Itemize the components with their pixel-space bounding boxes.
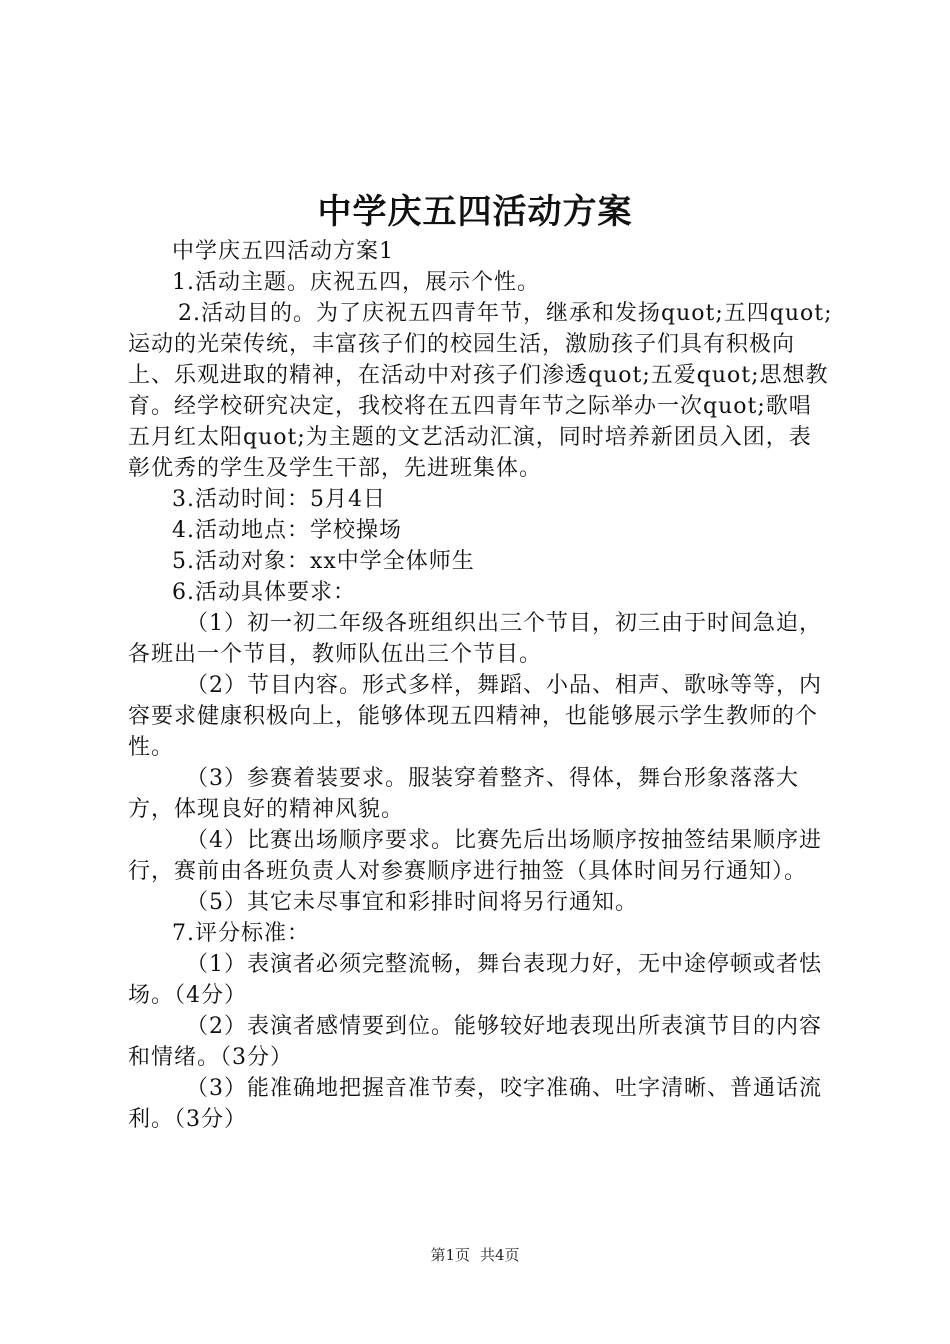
paragraph-requirement-2: （2）节目内容。形式多样，舞蹈、小品、相声、歌咏等等，内容要求健康积极向上，能够体现五四精神，也能够展示学生教师的个性。 <box>128 673 822 760</box>
page-footer <box>0 1244 950 1265</box>
paragraph-subtitle: 中学庆五四活动方案1 <box>172 239 394 264</box>
paragraph-purpose: 2.活动目的。为了庆祝五四青年节，继承和发扬quot;五四quot;运动的光荣传统，丰富孩子们的校园生活，激励孩子们具有积极向上、乐观进取的精神，在活动中对孩子们渗透quot;五爱quot;思想教育。经学校研究决定，我校将在五四青年节之际举办一次quot;歌唱五月红太阳quot;为主题的文艺活动汇演，同时培养新团员入团，表彰优秀的学生及学生干部，先进班集体。 <box>128 301 833 481</box>
paragraph-location: 4.活动地点：学校操场 <box>172 518 402 543</box>
paragraph-theme: 1.活动主题。庆祝五四，展示个性。 <box>172 270 540 295</box>
page-total: 共4页 <box>480 1246 520 1264</box>
page-number: 第1页 <box>430 1246 470 1264</box>
paragraph-scoring-heading: 7.评分标准： <box>172 921 310 946</box>
paragraph-requirement-4: （4）比赛出场顺序要求。比赛先后出场顺序按抽签结果顺序进行，赛前由各班负责人对参赛顺序进行抽签（具体时间另行通知）。 <box>128 828 822 884</box>
paragraph-time: 3.活动时间：5月4日 <box>172 487 386 512</box>
paragraph-requirement-5: （5）其它未尽事宜和彩排时间将另行通知。 <box>186 890 638 915</box>
document-title: 中学庆五四活动方案 <box>317 192 633 232</box>
paragraph-requirement-3: （3）参赛着装要求。服装穿着整齐、得体，舞台形象落落大方，体现良好的精神风貌。 <box>128 766 799 822</box>
paragraph-scoring-3: （3）能准确地把握音准节奏，咬字准确、吐字清晰、普通话流利。（3分） <box>128 1076 822 1132</box>
paragraph-requirements-heading: 6.活动具体要求： <box>172 580 356 605</box>
paragraph-audience: 5.活动对象：xx中学全体师生 <box>172 549 475 574</box>
paragraph-scoring-2: （2）表演者感情要到位。能够较好地表现出所表演节目的内容和情绪。（3分） <box>128 1014 822 1070</box>
document-body <box>128 236 834 1135</box>
paragraph-scoring-1: （1）表演者必须完整流畅，舞台表现力好，无中途停顿或者怯场。（4分） <box>128 952 822 1008</box>
paragraph-requirement-1: （1）初一初二年级各班组织出三个节目，初三由于时间急迫，各班出一个节目，教师队伍出三个节目。 <box>128 611 822 667</box>
